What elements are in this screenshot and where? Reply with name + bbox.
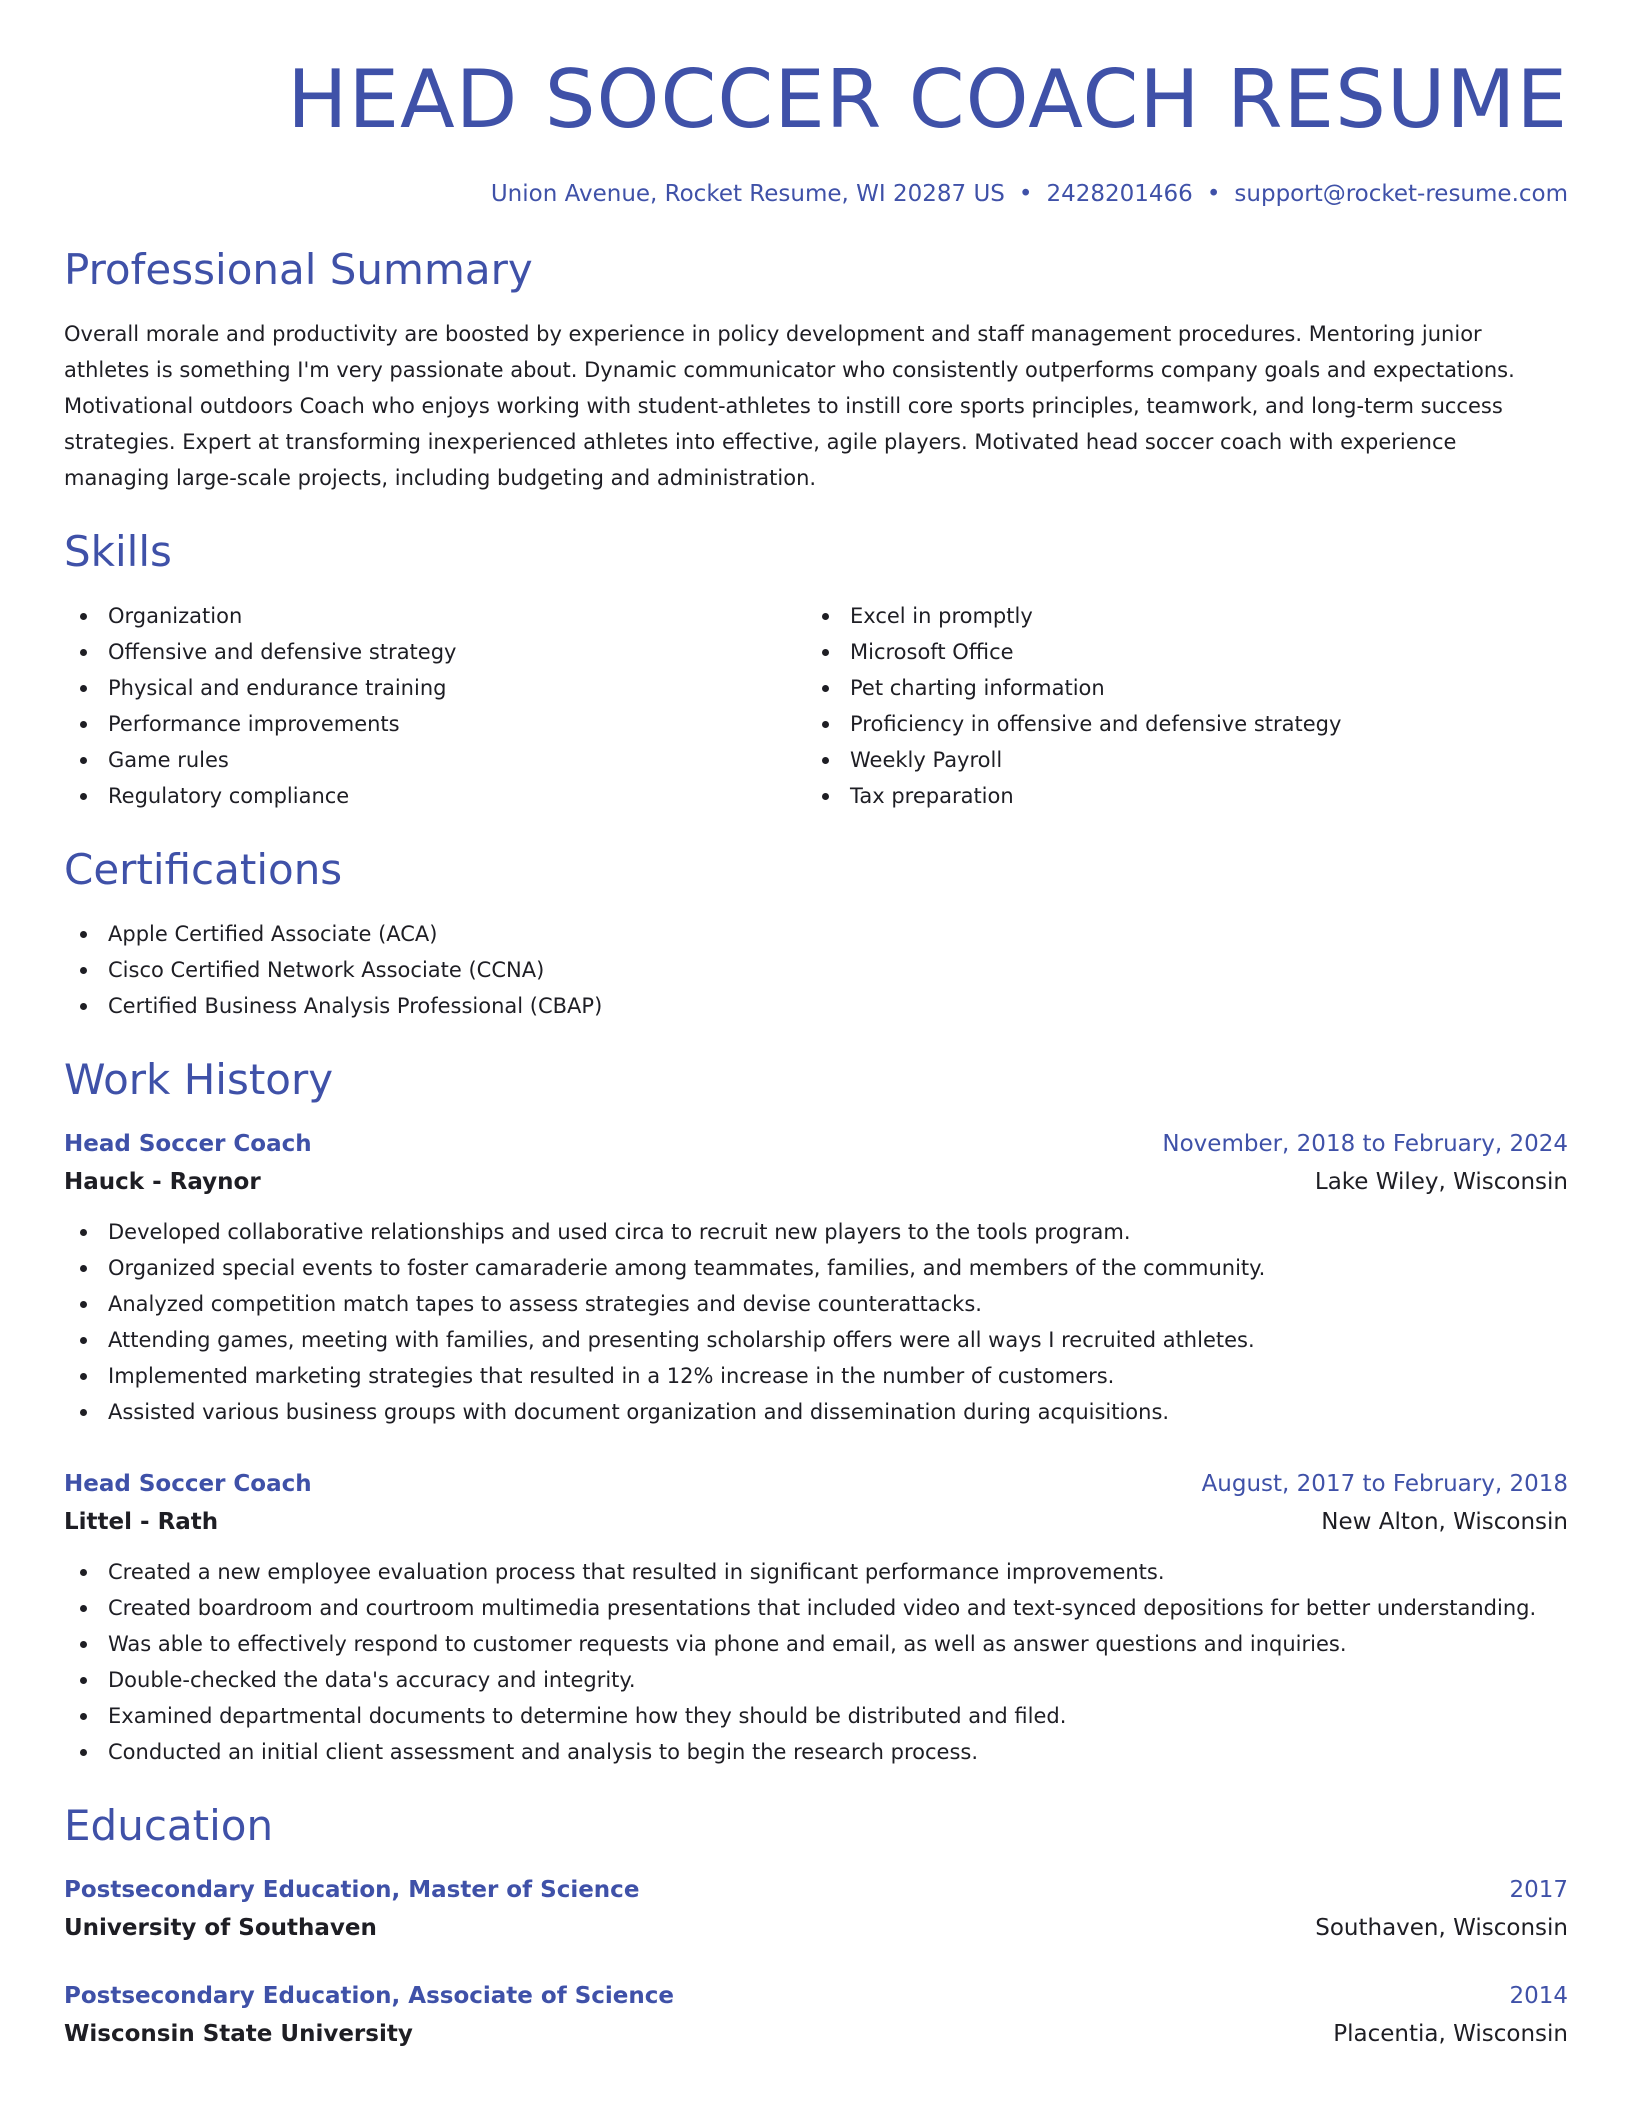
education-school: Wisconsin State University	[64, 2021, 413, 2047]
education-entry	[64, 1872, 1568, 1948]
contact-phone[interactable]: 2428201466	[1046, 181, 1193, 207]
skill-item: Performance improvements	[64, 706, 806, 742]
education-location: Southaven, Wisconsin	[1315, 1915, 1568, 1941]
skill-item: Regulatory compliance	[64, 778, 806, 814]
job-duty: Analyzed competition match tapes to assess strategies and devise counterattacks.	[64, 1286, 1568, 1322]
job-duty: Assisted various business groups with document organization and dissemination during acquisitions.	[64, 1394, 1568, 1430]
education-header	[64, 1978, 1568, 2014]
job-entry	[64, 1466, 1568, 1770]
job-subheader	[64, 1162, 1568, 1202]
section-title-certifications: Certifications	[64, 845, 343, 894]
job-duty: Implemented marketing strategies that resulted in a 12% increase in the number of customers.	[64, 1358, 1568, 1394]
resume-title: HEAD SOCCER COACH RESUME	[287, 53, 1568, 146]
contact-line	[64, 178, 1568, 210]
skills-grid	[64, 598, 1568, 814]
job-duty: Attending games, meeting with families, and presenting scholarship offers were all ways I recruited athletes.	[64, 1322, 1568, 1358]
certification-item: Cisco Certified Network Associate (CCNA)	[64, 952, 1568, 988]
certification-item: Apple Certified Associate (ACA)	[64, 916, 1568, 952]
skill-item: Proficiency in offensive and defensive strategy	[806, 706, 1548, 742]
education-location: Placentia, Wisconsin	[1333, 2021, 1568, 2047]
skill-item: Organization	[64, 598, 806, 634]
certifications-list	[64, 916, 1568, 1024]
section-title-work-history: Work History	[64, 1055, 334, 1104]
contact-separator: •	[1018, 181, 1033, 207]
skill-item: Offensive and defensive strategy	[64, 634, 806, 670]
section-title-skills: Skills	[64, 527, 172, 576]
education-degree: Postsecondary Education, Master of Science	[64, 1877, 640, 1903]
skill-item: Pet charting information	[806, 670, 1548, 706]
education-header	[64, 1872, 1568, 1908]
job-company: Hauck - Raynor	[64, 1169, 261, 1195]
job-duty: Conducted an initial client assessment and analysis to begin the research process.	[64, 1734, 1568, 1770]
section-title-summary: Professional Summary	[64, 245, 533, 294]
education-year: 2017	[1509, 1877, 1568, 1903]
education-degree: Postsecondary Education, Associate of Science	[64, 1983, 674, 2009]
education-school: University of Southaven	[64, 1915, 377, 1941]
job-duties-list	[64, 1214, 1568, 1430]
job-duty: Was able to effectively respond to customer requests via phone and email, as well as answer questions and inquiries.	[64, 1626, 1568, 1662]
job-header	[64, 1126, 1568, 1162]
job-subheader	[64, 1502, 1568, 1542]
summary-text: Overall morale and productivity are boosted by experience in policy development and staff management procedures. Mentoring junior athletes is something I'm very passionate about. Dynamic communicator who consistently outperforms company goals and expectations. Motivational outdoors Coach who enjoys working with student-athletes to instill core sports principles, teamwork, and long-term success strategies. Expert at transforming inexperienced athletes into effective, agile players. Motivated head soccer coach with experience managing large-scale projects, including budgeting and administration.	[64, 322, 1515, 490]
job-entry	[64, 1126, 1568, 1430]
job-title: Head Soccer Coach	[64, 1131, 312, 1157]
section-title-education: Education	[64, 1801, 274, 1850]
education-year: 2014	[1509, 1983, 1568, 2009]
certification-item: Certified Business Analysis Professional (CBAP)	[64, 988, 1568, 1024]
skill-item: Weekly Payroll	[806, 742, 1548, 778]
job-duty: Examined departmental documents to determine how they should be distributed and filed.	[64, 1698, 1568, 1734]
education-subheader	[64, 2014, 1568, 2054]
contact-email[interactable]: support@rocket-resume.com	[1234, 181, 1568, 207]
job-duty: Created boardroom and courtroom multimedia presentations that included video and text-synced depositions for better understanding.	[64, 1590, 1568, 1626]
job-duty: Created a new employee evaluation process that resulted in significant performance improvements.	[64, 1554, 1568, 1590]
skill-item: Tax preparation	[806, 778, 1548, 814]
skills-list-left	[64, 598, 806, 814]
job-duty: Double-checked the data's accuracy and integrity.	[64, 1662, 1568, 1698]
job-header	[64, 1466, 1568, 1502]
job-dates: November, 2018 to February, 2024	[1162, 1131, 1568, 1157]
job-duties-list	[64, 1554, 1568, 1770]
job-location: Lake Wiley, Wisconsin	[1314, 1169, 1568, 1195]
job-dates: August, 2017 to February, 2018	[1201, 1471, 1568, 1497]
job-location: New Alton, Wisconsin	[1321, 1509, 1568, 1535]
job-duty: Organized special events to foster camaraderie among teammates, families, and members of the community.	[64, 1250, 1568, 1286]
skill-item: Excel in promptly	[806, 598, 1548, 634]
job-company: Littel - Rath	[64, 1509, 219, 1535]
education-subheader	[64, 1908, 1568, 1948]
skill-item: Physical and endurance training	[64, 670, 806, 706]
skill-item: Game rules	[64, 742, 806, 778]
contact-address: Union Avenue, Rocket Resume, WI 20287 US	[490, 181, 1005, 207]
job-duty: Developed collaborative relationships and used circa to recruit new players to the tools program.	[64, 1214, 1568, 1250]
skills-list-right	[806, 598, 1548, 814]
skill-item: Microsoft Office	[806, 634, 1548, 670]
education-entry	[64, 1978, 1568, 2054]
job-title: Head Soccer Coach	[64, 1471, 312, 1497]
contact-separator: •	[1206, 181, 1221, 207]
